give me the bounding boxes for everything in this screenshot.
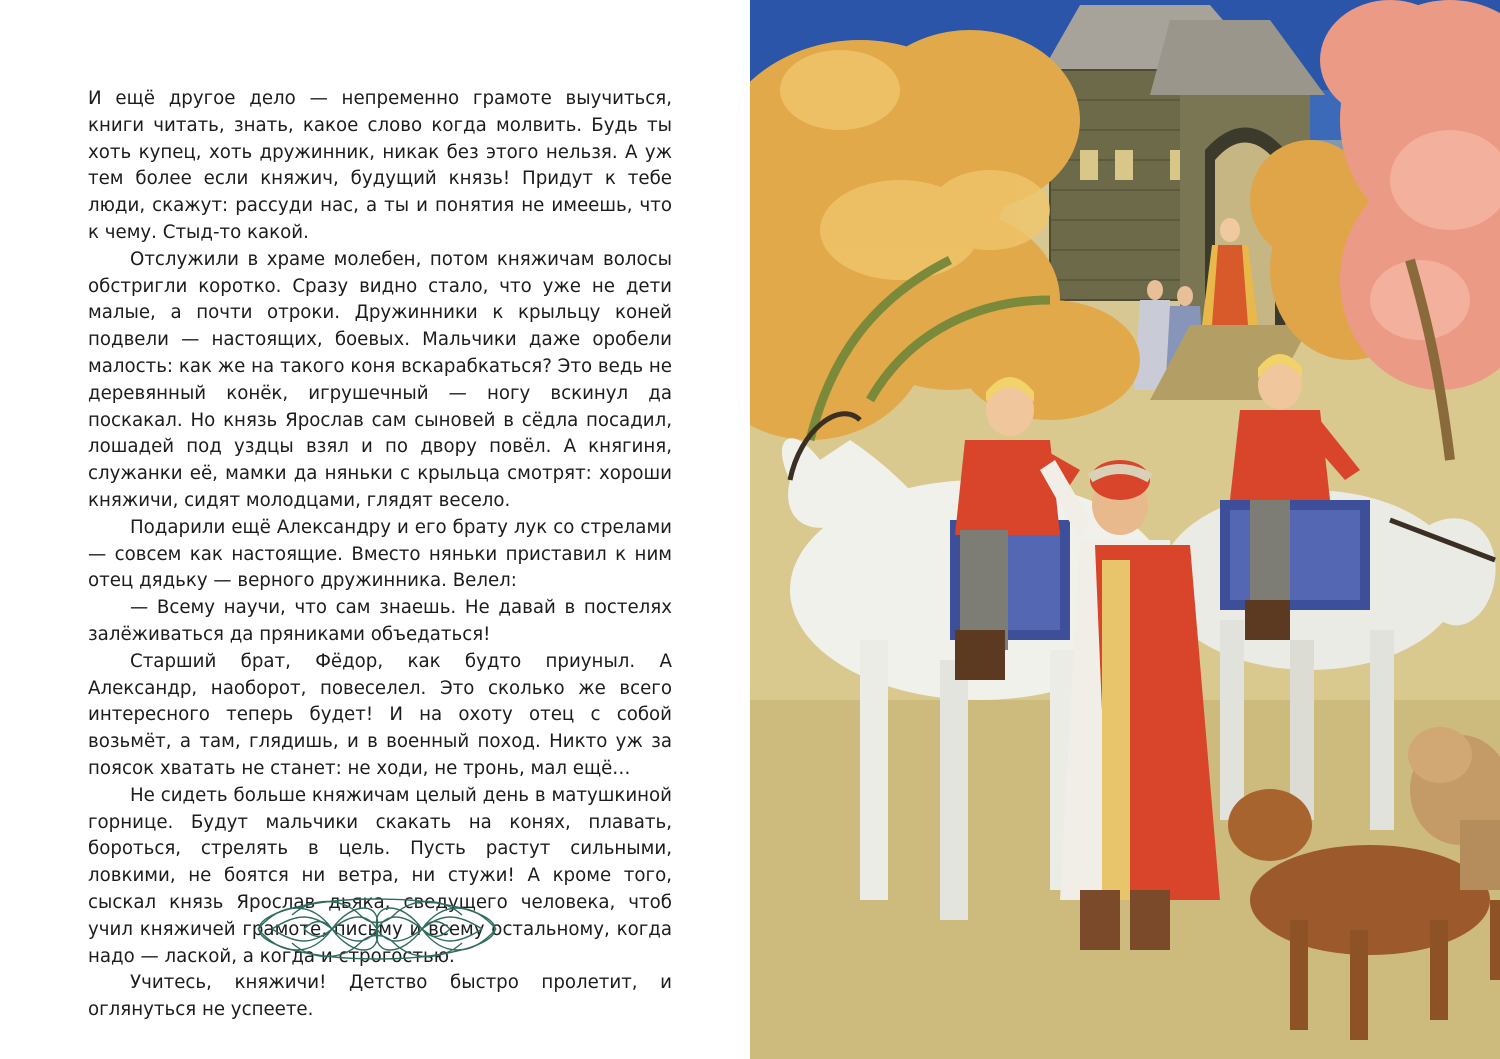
paragraph-5: Старший брат, Фёдор, как будто приуныл. А Александр, наоборот, повеселел. Это сколько же всего интересного теперь будет! И на охоту отец с собой возьмёт, а там, глядишь, и в военный поход. Никто уж за поясок хватать не станет: не ходи, не тронь, мал ещё… xyxy=(88,650,672,779)
paragraph-2: Отслужили в храме молебен, потом княжичам волосы обстригли коротко. Сразу видно стало, что уже не дети малые, а почти отроки. Дружинники к крыльцу коней подвели — настоящих, боевых. Мальчики даже оробели малость: как же на такого коня вскарабкаться? Это ведь не деревянный конёк, игрушечный — ногу вскинул да поскакал. Но князь Ярослав сам сыновей в сёдла посадил, лошадей под уздцы взял и по двору повёл. А княгиня, служанки её, мамки да няньки с крыльца смотрят: хороши княжичи, сидят молодцами, глядят весело. xyxy=(88,248,672,511)
paragraph-7: Учитесь, княжичи! Детство быстро пролетит, и оглянуться не успеете. xyxy=(88,972,672,1021)
right-page-illustration xyxy=(750,0,1500,1059)
story-text xyxy=(88,86,672,1024)
paragraph-1: И ещё другое дело — непременно грамоте выучиться, книги читать, знать, какое слово когда молвить. Будь ты хоть купец, хоть дружинник, никак без этого нельзя. А уж тем более если княжич, будущий князь! Придут к тебе люди, скажут: рассуди нас, а ты и понятия не имеешь, что к чему. Стыд-то какой. xyxy=(88,88,672,243)
painted-illustration-icon xyxy=(750,0,1500,1059)
paragraph-4: — Всему научи, что сам знаешь. Не давай в постелях залёживаться да пряниками объедаться! xyxy=(88,597,672,645)
paragraph-3: Подарили ещё Александру и его брату лук со стрелами — совсем как настоящие. Вместо няньки приставил к ним отец дядьку — верного дружинника. Велел: xyxy=(88,516,672,592)
celtic-knot-ornament-icon xyxy=(252,893,502,965)
paragraph-6: Не сидеть больше княжичам целый день в матушкиной горнице. Будут мальчики скакать на конях, плавать, бороться, стрелять в цель. Пусть растут сильными, ловкими, не боятся ни ветра, ни стужи! А кроме того, сыскал князь Ярослав дьяка, сведущего человека, чтоб учил княжичей грамоте, письму и всему остальному, когда надо — лаской, а когда и строгостью. xyxy=(88,784,672,967)
